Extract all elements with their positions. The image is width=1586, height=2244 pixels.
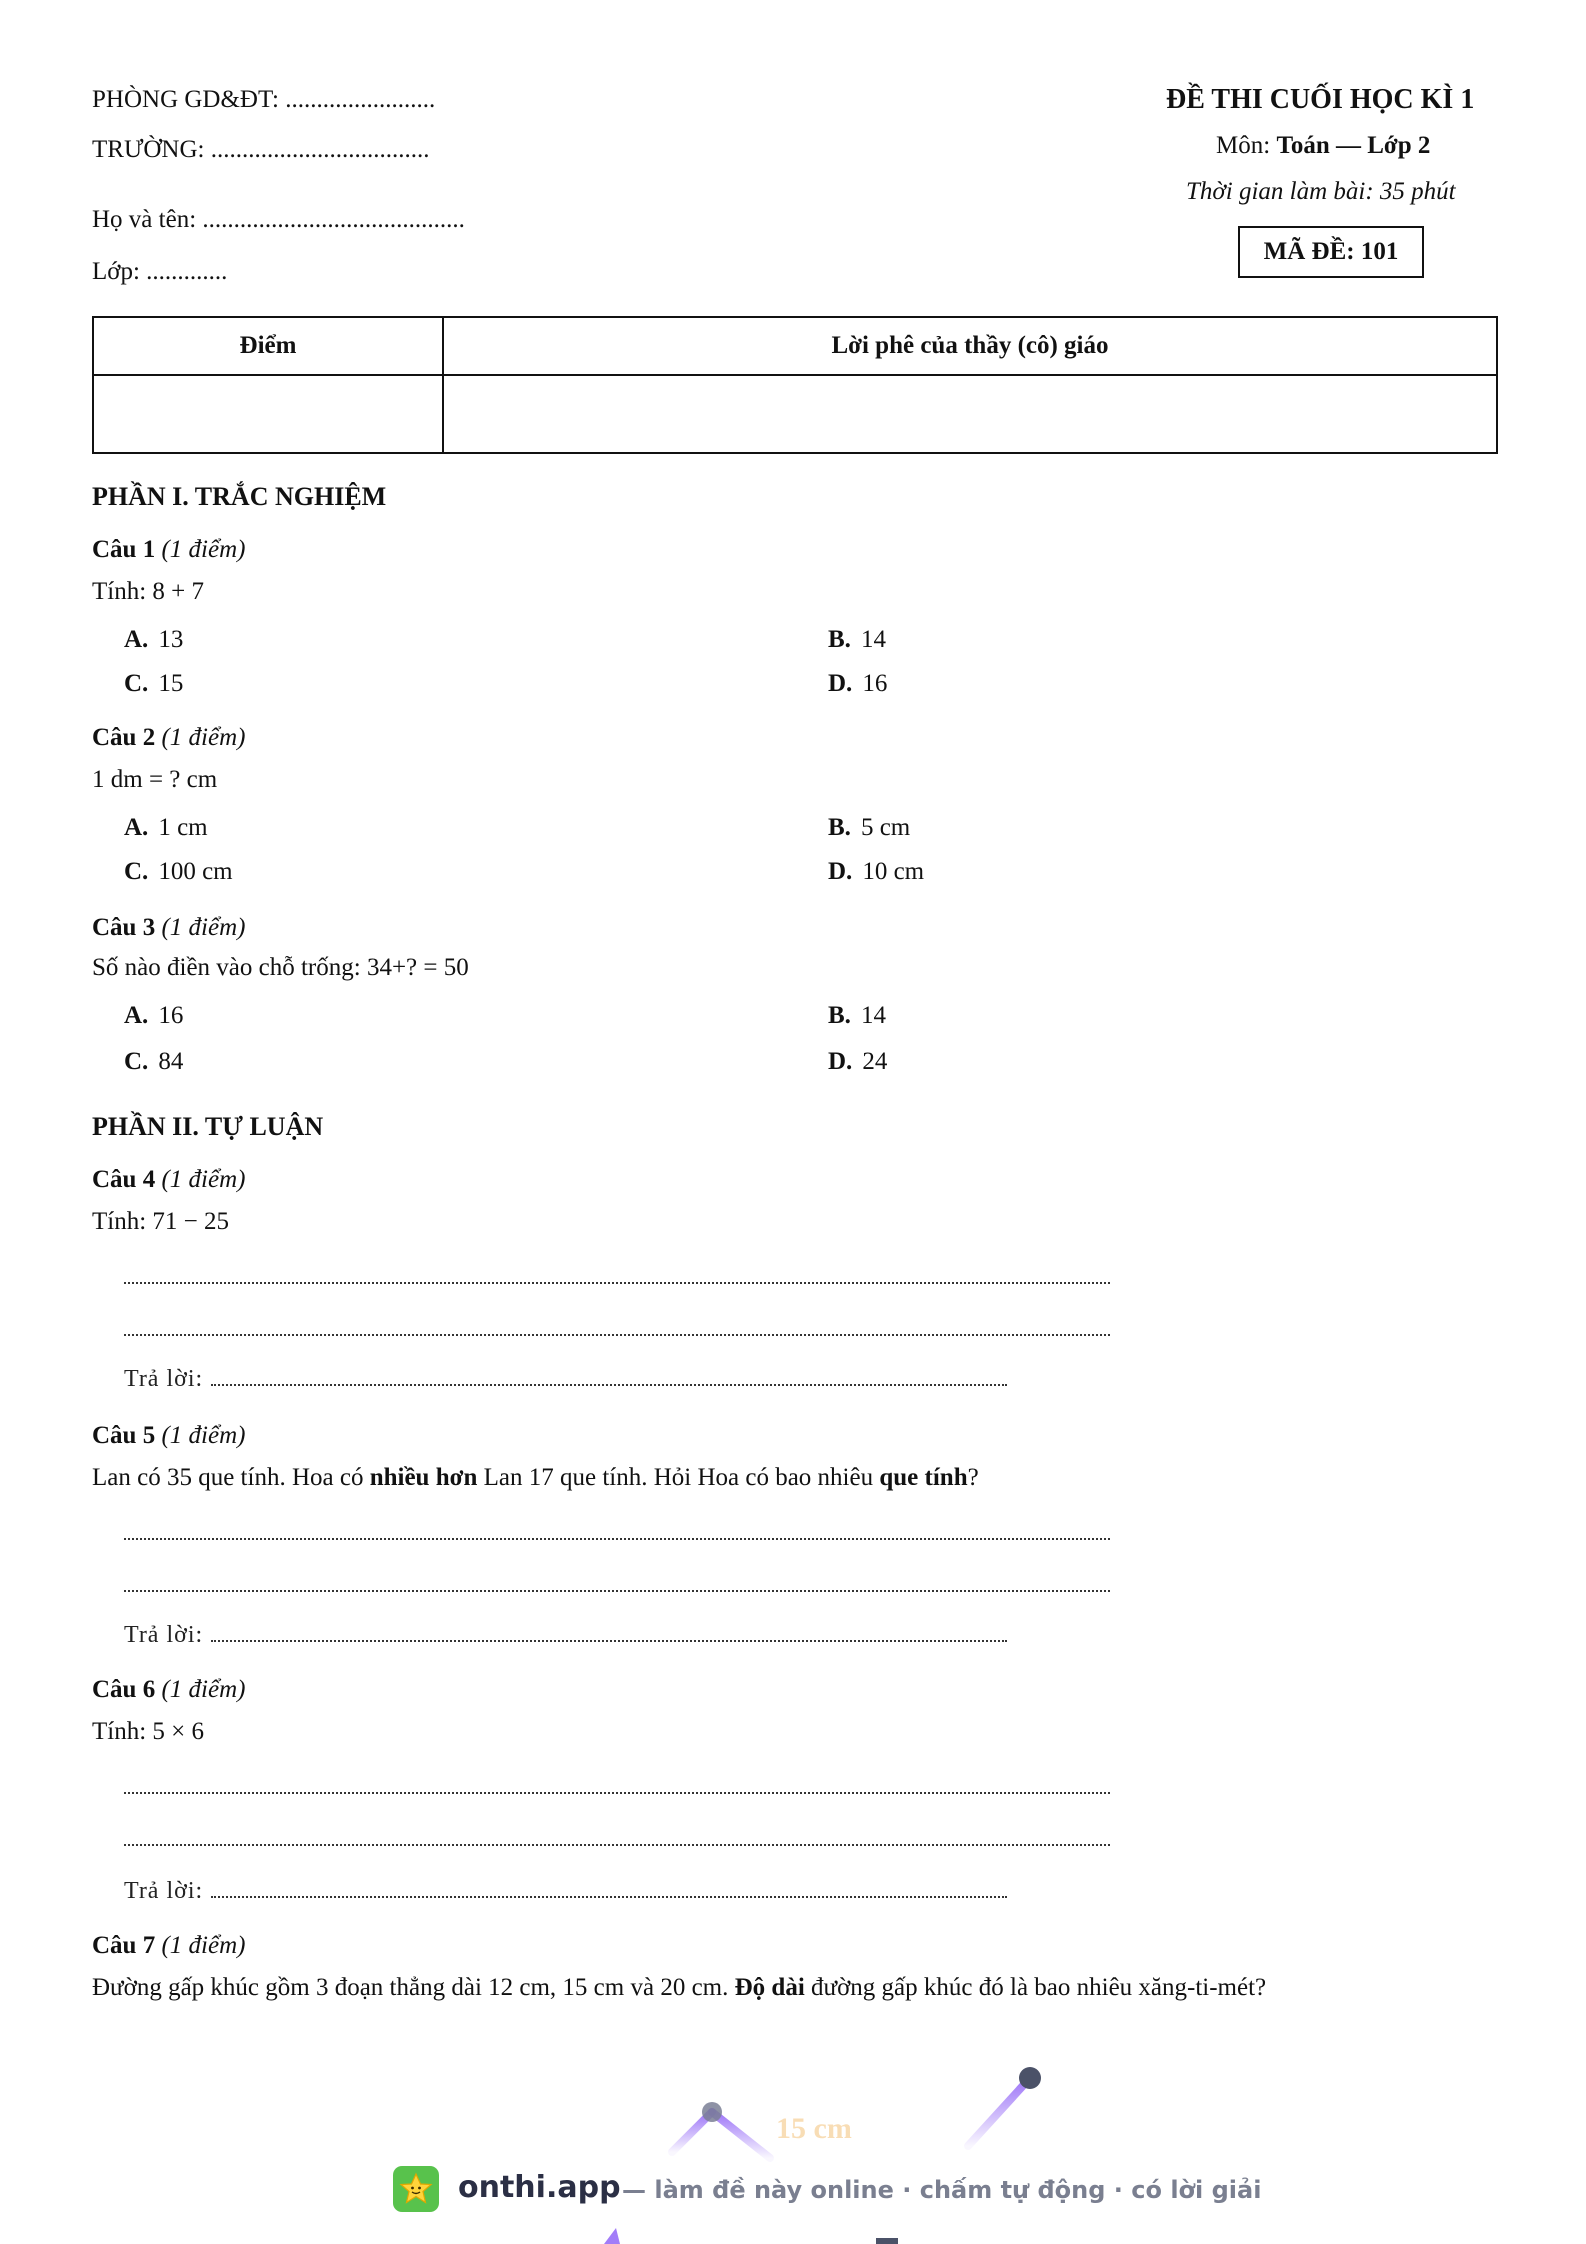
question-label: Câu 7 [92, 1932, 156, 1959]
question-points: (1 điểm) [161, 1422, 246, 1449]
question-2-text: 1 dm = ? cm [92, 766, 218, 793]
answer-line[interactable] [124, 1334, 1110, 1336]
class-line: Lớp: ............. [92, 258, 228, 285]
subject-name: Toán — Lớp 2 [1276, 132, 1431, 159]
answer-label: Trả lời: [124, 1622, 204, 1648]
question-2-title [92, 724, 245, 752]
q2-option-c: C. 100 cm [124, 858, 233, 885]
q2-option-a: A. 1 cm [124, 814, 208, 841]
answer-line[interactable] [124, 1792, 1110, 1794]
subject-line [1216, 132, 1430, 160]
score-table [92, 316, 1498, 454]
polyline-figure [0, 2060, 1586, 2244]
q3-option-a: A. 16 [124, 1002, 184, 1029]
question-points: (1 điểm) [161, 536, 246, 563]
segment-right [968, 2078, 1030, 2146]
answer-line[interactable] [124, 1538, 1110, 1540]
brand-name[interactable]: onthi.app [458, 2170, 621, 2205]
answer-label: Trả lời: [124, 1366, 204, 1392]
answer-line[interactable] [124, 1590, 1110, 1592]
q3-option-b: B. 14 [828, 1002, 886, 1029]
question-label: Câu 5 [92, 1422, 156, 1449]
brand-logo[interactable] [393, 2166, 439, 2212]
question-points: (1 điểm) [161, 724, 246, 751]
answer-line[interactable] [124, 1844, 1110, 1846]
q1-option-a: A. 13 [124, 626, 184, 653]
segment-stub [876, 2238, 898, 2244]
exam-duration: Thời gian làm bài: 35 phút [1186, 178, 1456, 205]
q3-option-d: D. 24 [828, 1048, 888, 1075]
star-icon [399, 2172, 433, 2206]
q2-option-b: B. 5 cm [828, 814, 911, 841]
score-header: Điểm [93, 317, 443, 375]
segment-middle [712, 2112, 770, 2158]
question-points: (1 điểm) [161, 1932, 246, 1959]
answer-row[interactable] [124, 1366, 1007, 1393]
vertex-point [1019, 2067, 1041, 2089]
question-3-text: Số nào điền vào chỗ trống: 34+? = 50 [92, 954, 469, 981]
school-name-line: TRƯỜNG: ................................... [92, 136, 430, 163]
question-label: Câu 2 [92, 724, 156, 751]
q1-option-c: C. 15 [124, 670, 184, 697]
brand-tagline: — làm đề này online · chấm tự động · có lời giải [622, 2176, 1262, 2204]
vertex-point [702, 2102, 722, 2122]
school-department-line: PHÒNG GD&ĐT: ........................ [92, 86, 436, 113]
answer-row[interactable] [124, 1878, 1007, 1905]
comment-cell [443, 375, 1497, 453]
question-points: (1 điểm) [161, 1676, 246, 1703]
question-1-text: Tính: 8 + 7 [92, 578, 205, 605]
segment-stub [604, 2228, 620, 2244]
student-name-line: Họ và tên: .......................................... [92, 206, 465, 233]
answer-row[interactable] [124, 1622, 1007, 1649]
question-1-title [92, 536, 245, 564]
subject-prefix: Môn: [1216, 132, 1271, 159]
part2-title: PHẦN II. TỰ LUẬN [92, 1112, 324, 1141]
q2-option-d: D. 10 cm [828, 858, 925, 885]
answer-label: Trả lời: [124, 1878, 204, 1904]
question-4-title [92, 1166, 245, 1194]
question-6-title [92, 1676, 245, 1704]
question-7-text: Đường gấp khúc gồm 3 đoạn thẳng dài 12 cm, 15 cm và 20 cm. Độ dài đường gấp khúc đó là bao nhiêu xăng-ti-mét? [92, 1974, 1267, 2001]
question-7-title [92, 1932, 245, 1960]
question-5-title [92, 1422, 245, 1450]
exam-title: ĐỀ THI CUỐI HỌC KÌ 1 [1166, 84, 1475, 115]
question-points: (1 điểm) [161, 914, 246, 941]
answer-line[interactable] [124, 1282, 1110, 1284]
question-6-text: Tính: 5 × 6 [92, 1718, 205, 1745]
question-label: Câu 4 [92, 1166, 156, 1193]
question-label: Câu 3 [92, 914, 156, 941]
exam-code-box: MÃ ĐỀ: 101 [1238, 226, 1424, 278]
question-label: Câu 1 [92, 536, 156, 563]
question-points: (1 điểm) [161, 1166, 246, 1193]
question-label: Câu 6 [92, 1676, 156, 1703]
question-4-text: Tính: 71 − 25 [92, 1208, 230, 1235]
question-3-title [92, 914, 245, 942]
segment-length-label: 15 cm [776, 2112, 852, 2145]
q1-option-b: B. 14 [828, 626, 886, 653]
q3-option-c: C. 84 [124, 1048, 184, 1075]
comment-header: Lời phê của thầy (cô) giáo [443, 317, 1497, 375]
q1-option-d: D. 16 [828, 670, 888, 697]
question-5-text: Lan có 35 que tính. Hoa có nhiều hơn Lan 17 que tính. Hỏi Hoa có bao nhiêu que tính? [92, 1464, 979, 1491]
score-cell [93, 375, 443, 453]
part1-title: PHẦN I. TRẮC NGHIỆM [92, 482, 387, 511]
